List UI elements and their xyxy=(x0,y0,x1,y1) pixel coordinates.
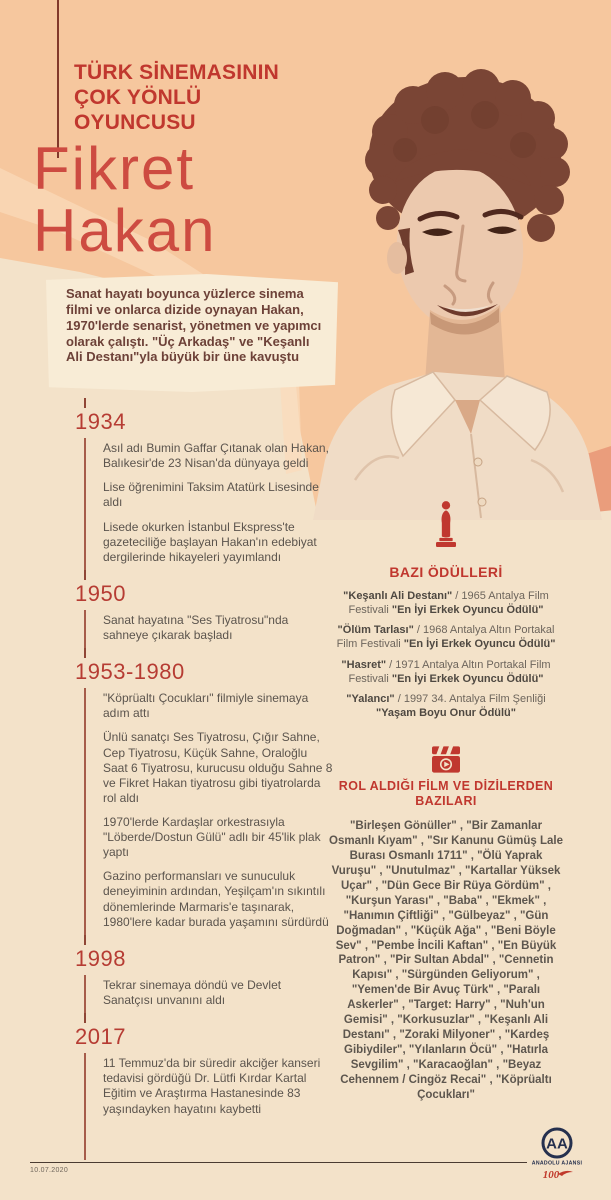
award-entry xyxy=(328,659,564,687)
timeline-section-1934 xyxy=(75,398,333,570)
anadolu-ajansi-logo xyxy=(524,1126,590,1188)
timeline-item: Lisede okurken İstanbul Ekspress'te gazeteciliğe başlayan Hakan'ın edebiyat dergilerinde hikayeleri yayımlandı xyxy=(103,519,317,564)
portrait-ear xyxy=(387,242,407,274)
timeline-items xyxy=(84,688,333,935)
footer-rule xyxy=(30,1162,527,1163)
award-film: "Hasret" xyxy=(341,658,387,671)
award-festival: / 1971 Antalya Altın Portakal Film Festivali xyxy=(348,658,551,685)
award-entry xyxy=(328,590,564,618)
timeline-item: Gazino performansları ve sunuculuk deneyiminin ardından, Yeşilçam'ın sıkıntılı dönemlerinde Marmaris'e taşınarak, 1980'lere kadar burada yaşamını sürdürdü xyxy=(103,869,329,929)
award-film: "Keşanlı Ali Destanı" xyxy=(343,589,453,602)
awards-title: BAZI ÖDÜLLERİ xyxy=(389,564,503,580)
film-list: "Birleşen Gönüller" , "Bir Zamanlar Osmanlı Kıyam" , "Sır Kanunu Gümüş Lale Burası Osmanlı 1711" , "Ölü Yaprak Vuruşu" , "Unutulmaz" , "Kartallar Yüksek Uçar" , "Dün Gece Bir Rüya Gördüm" , "Kurşun Yarası" , "Baba" , "Ekmek" , "Hanımın Çiftliği" , "Gülbeyaz" , "Gün Doğmadan" , "Küçük Ağa" , "Beni Böyle Sev" , "Pembe İncili Kaftan" , "En Büyük Patron" , "Pir Sultan Abdal" , "Cennetin Kapısı" , "Sürgünden Geliyorum" , "Yemen'de Bir Avuç Türk" , "Paralı Askerler" , "Target: Harry" , "Nuh'un Gemisi" , "Korkusuzlar" , "Keşanlı Ali Destanı" , "Zoraki Milyoner" , "Kardeş Gibiydiler", "Yılanların Öcü" , "Hatırla Sevgilim" , "Karacaoğlan" , "Beyaz Cehennem / Cingöz Recai" , "Köprüaltı Çocukları" xyxy=(329,820,563,1101)
timeline-items xyxy=(84,610,333,648)
timeline-year: 1998 xyxy=(75,945,126,971)
timeline-tick xyxy=(84,935,86,945)
timeline-tick xyxy=(84,570,86,580)
award-entry xyxy=(328,624,564,652)
timeline-item: 1970'lerde Kardaşlar orkestrasıyla "Löberde/Dostun Gülü" adlı bir 45'lik plak yaptı xyxy=(103,815,321,860)
award-film: "Ölüm Tarlası" xyxy=(337,624,414,637)
portrait-photo xyxy=(295,60,611,520)
award-entry xyxy=(328,693,564,721)
award-film: "Yalancı" xyxy=(346,693,395,706)
clapperboard-icon xyxy=(432,746,460,773)
films-title xyxy=(326,779,566,809)
awards-section xyxy=(328,496,564,728)
award-prize: "Yaşam Boyu Onur Ödülü" xyxy=(375,707,516,720)
timeline-section-1953-1980 xyxy=(75,648,333,935)
timeline-year: 1953-1980 xyxy=(75,659,185,685)
timeline-tick xyxy=(84,648,86,658)
award-statuette-icon xyxy=(431,496,461,558)
timeline-items xyxy=(84,438,333,570)
films-title-line-2: BAZILARI xyxy=(415,794,477,808)
award-festival: / 1968 Antalya Altın Portakal Film Festivali xyxy=(336,624,555,651)
award-festival: / 1965 Antalya Film Festivali xyxy=(348,589,549,616)
kicker-heading xyxy=(74,60,279,136)
award-prize: "En İyi Erkek Oyuncu Ödülü" xyxy=(391,672,544,685)
aa-centennial-swoosh xyxy=(558,1171,573,1176)
kicker-line-2: ÇOK YÖNLÜ xyxy=(74,86,202,110)
timeline xyxy=(75,398,333,1160)
intro-paragraph: Sanat hayatı boyunca yüzlerce sinema filmi ve onlarca dizide oynayan Hakan, 1970'lerde senarist, yönetmen ve yapımcı olarak çalıştı. "Üç Arkadaş" ve "Keşanlı Ali Destanı"yla büyük bir üne kavuştu xyxy=(66,286,322,365)
kicker-line-1: TÜRK SİNEMASININ xyxy=(74,61,280,84)
award-festival: / 1997 34. Antalya Film Şenliği xyxy=(394,693,546,706)
kicker-line-3: OYUNCUSU xyxy=(74,111,196,135)
timeline-year: 2017 xyxy=(75,1024,126,1050)
timeline-item: 11 Temmuz'da bir süredir akciğer kanseri tedavisi gördüğü Dr. Lütfi Kırdar Kartal Eğitim ve Araştırma Hastanesinde 83 yaşındayken hayatını kaybetti xyxy=(103,1056,321,1116)
footer-date: 10.07.2020 xyxy=(30,1167,69,1174)
award-prize: "En İyi Erkek Oyuncu Ödülü" xyxy=(391,603,544,616)
aa-logo-letters: AA xyxy=(546,1135,568,1153)
timeline-tick xyxy=(84,1013,86,1023)
timeline-section-1950 xyxy=(75,570,333,648)
timeline-year: 1934 xyxy=(75,409,126,434)
page-title xyxy=(33,135,217,265)
timeline-section-2017 xyxy=(75,1013,333,1122)
timeline-year: 1950 xyxy=(75,580,126,606)
timeline-tick xyxy=(84,398,86,408)
timeline-item: Tekrar sinemaya döndü ve Devlet Sanatçısı unvanını aldı xyxy=(103,977,282,1007)
timeline-items xyxy=(84,975,333,1013)
timeline-item: Lise öğrenimini Taksim Atatürk Lisesinde aldı xyxy=(103,480,319,510)
award-prize: "En İyi Erkek Oyuncu Ödülü" xyxy=(403,638,556,651)
timeline-items xyxy=(84,1053,333,1121)
films-section xyxy=(326,746,566,1103)
aa-logo-agency-name: ANADOLU AJANSI xyxy=(531,1160,583,1167)
films-title-line-1: ROL ALDIĞI FİLM VE DİZİLERDEN xyxy=(338,779,554,793)
timeline-item: Sanat hayatına "Ses Tiyatrosu"nda sahneye çıkarak başladı xyxy=(103,612,289,643)
timeline-item: Asıl adı Bumin Gaffar Çıtanak olan Hakan, Balıkesir'de 23 Nisan'da dünyaya geldi xyxy=(103,441,329,471)
timeline-item: Ünlü sanatçı Ses Tiyatrosu, Çığır Sahne, Cep Tiyatrosu, Küçük Sahne, Oraloğlu Saat 6 Tiyatrosu, kurucusu olduğu Sahne 8 ve Fikret Hakan tiyatrosu gibi tiyatrolarda rol aldı xyxy=(103,730,333,805)
page-title-line-1: Fikret xyxy=(33,135,195,202)
aa-centennial-100: 100 xyxy=(542,1169,560,1181)
timeline-section-1998 xyxy=(75,935,333,1013)
timeline-item: "Köprüaltı Çocukları" filmiyle sinemaya adım attı xyxy=(103,691,309,721)
timeline-end-line xyxy=(84,1122,86,1160)
page-title-line-2: Hakan xyxy=(33,197,217,265)
